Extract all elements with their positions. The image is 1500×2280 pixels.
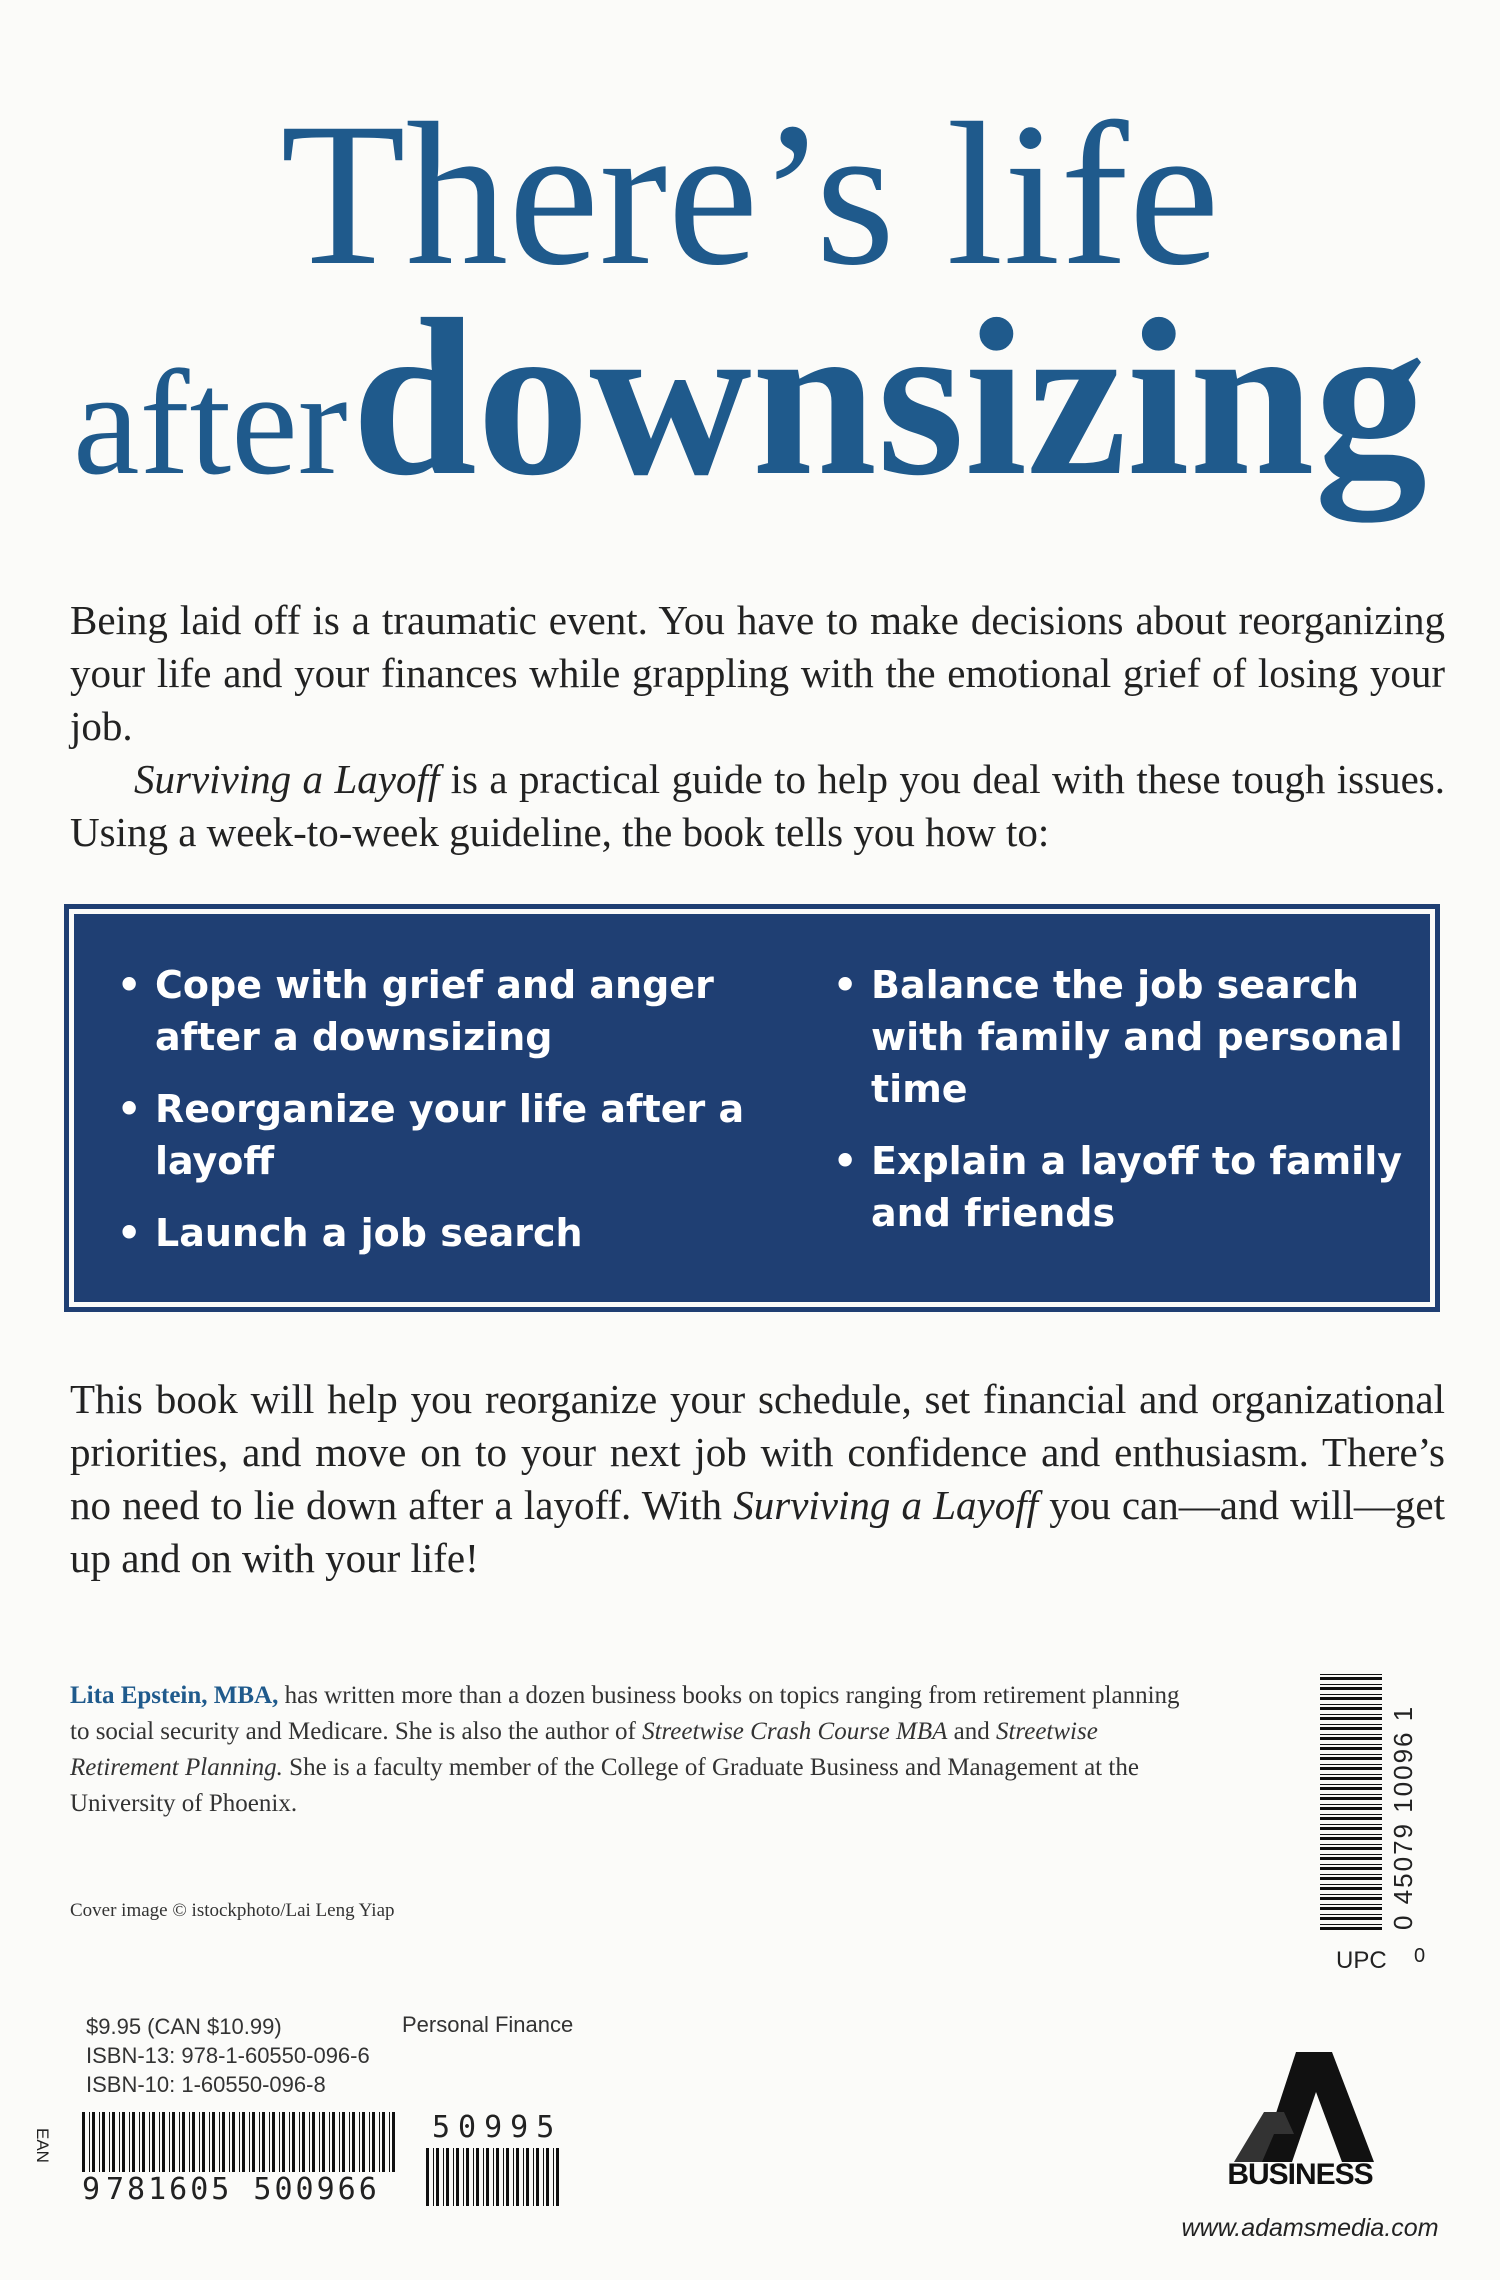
barcode-bar	[533, 2148, 534, 2206]
upc-label: UPC	[1336, 1947, 1387, 1974]
bullet-marker: •	[117, 963, 142, 1007]
barcode-bar	[119, 2112, 120, 2172]
barcode-bar	[1320, 1684, 1382, 1685]
upc-digits: 0 45079 10096 1	[1388, 1704, 1418, 1930]
barcode-bar	[1320, 1734, 1382, 1735]
barcode-bar	[1320, 1727, 1382, 1730]
bullet-marker: •	[833, 1139, 858, 1183]
barcode-bar	[309, 2112, 310, 2172]
barcode-bar	[556, 2148, 559, 2206]
barcode-bar	[503, 2148, 504, 2206]
barcode-bar	[1320, 1814, 1382, 1815]
upc-check-digit: 0	[1414, 1945, 1426, 1967]
barcode-bar	[379, 2112, 380, 2172]
barcode-bar	[249, 2112, 250, 2172]
barcode-bar	[242, 2112, 245, 2172]
author-bio	[70, 1678, 1180, 1822]
barcode-bar	[222, 2112, 225, 2172]
barcode-bar	[269, 2112, 270, 2172]
barcode-bar	[272, 2112, 275, 2172]
barcode-bar	[1320, 1807, 1382, 1810]
barcode-bar	[1320, 1884, 1382, 1885]
barcode-bar	[172, 2112, 175, 2172]
barcode-bar	[1320, 1834, 1382, 1835]
barcode-bar	[1320, 1714, 1382, 1715]
barcode-bar	[262, 2112, 265, 2172]
barcode-bar	[302, 2112, 305, 2172]
barcode-bar	[82, 2112, 85, 2172]
imprint-name: BUSINESS	[1227, 2158, 1373, 2191]
isbn-10: ISBN-10: 1-60550-096-8	[86, 2072, 326, 2097]
barcode-bar	[352, 2112, 355, 2172]
barcode-bar	[1320, 1744, 1382, 1745]
barcode-bar	[382, 2112, 385, 2172]
barcode-bar	[282, 2112, 285, 2172]
barcode-bar	[342, 2112, 345, 2172]
barcode-bar	[1320, 1824, 1382, 1825]
barcode-bar	[349, 2112, 350, 2172]
barcode-bar	[1320, 1747, 1382, 1750]
barcode-bar	[1320, 1717, 1382, 1720]
barcode-bar	[99, 2112, 100, 2172]
barcode-bar	[319, 2112, 320, 2172]
barcode-bar	[453, 2148, 454, 2206]
barcode-bar	[372, 2112, 375, 2172]
headline-line2	[0, 272, 1500, 522]
barcode-bar	[102, 2112, 105, 2172]
barcode-bar	[142, 2112, 145, 2172]
headline-after: after	[72, 340, 348, 506]
barcode-bar	[463, 2148, 464, 2206]
barcode-bar	[1320, 1764, 1382, 1765]
barcode-bar	[1320, 1707, 1382, 1710]
barcode-bar	[496, 2148, 499, 2206]
barcode-bar	[1320, 1797, 1382, 1800]
barcode-bar	[192, 2112, 195, 2172]
bullet-text: Reorganize your life after a layoff	[155, 1087, 745, 1183]
barcode-bar	[1320, 1894, 1382, 1895]
barcode-bar	[239, 2112, 240, 2172]
headline-line1: There’s life	[280, 81, 1220, 308]
bio-text: and	[947, 1718, 996, 1745]
bullet-marker: •	[117, 1087, 142, 1131]
intro-paragraph-2-rest: is a practical guide to help you deal with these tough issues. Using a week-to-week guideline, the book tells you how to:	[70, 756, 1445, 855]
bio-book-1: Streetwise Crash Course MBA	[642, 1718, 948, 1745]
barcode-bar	[456, 2148, 459, 2206]
category-label: Personal Finance	[402, 2012, 574, 2037]
barcode-bar	[1320, 1844, 1382, 1845]
barcode-bar	[312, 2112, 315, 2172]
bullet-column-right	[833, 959, 1433, 1259]
barcode-bar	[219, 2112, 220, 2172]
price-line: $9.95 (CAN $10.99)	[86, 2014, 282, 2039]
addon-digits: 50995	[432, 2110, 563, 2145]
barcode-bar	[1320, 1777, 1382, 1780]
barcode-bar	[1320, 1804, 1382, 1805]
bullet-text: Cope with grief and anger after a downsizing	[155, 963, 714, 1059]
barcode-bar	[339, 2112, 340, 2172]
barcode-bar	[476, 2148, 479, 2206]
bullet-marker: •	[117, 1211, 142, 1255]
barcode-bar	[536, 2148, 539, 2206]
barcode-bar	[546, 2148, 549, 2206]
barcode-bar	[292, 2112, 295, 2172]
barcode-bar	[392, 2112, 395, 2172]
barcode-bar	[252, 2112, 255, 2172]
barcode-bar	[189, 2112, 190, 2172]
barcode-bar	[473, 2148, 474, 2206]
barcode-bar	[259, 2112, 260, 2172]
barcode-bar	[483, 2148, 484, 2206]
bullet-item	[117, 959, 757, 1063]
barcode-bar	[513, 2148, 514, 2206]
barcode-bar	[299, 2112, 300, 2172]
barcode-bar	[1320, 1857, 1382, 1860]
publisher-website: www.adamsmedia.com	[1181, 2214, 1439, 2242]
barcode-bar	[322, 2112, 325, 2172]
barcode-bar	[199, 2112, 200, 2172]
barcode-bar	[543, 2148, 544, 2206]
barcode-bar	[149, 2112, 150, 2172]
barcode-bar	[232, 2112, 235, 2172]
barcode-bar	[122, 2112, 125, 2172]
barcode-bar	[1320, 1817, 1382, 1820]
barcode-bar	[1320, 1827, 1382, 1830]
bio-text: has written more than a dozen business books on topics ranging from retirement planning to social security and Medicare. She is also the author of	[70, 1682, 1180, 1745]
barcode-bar	[152, 2112, 155, 2172]
addon-barcode	[424, 2148, 564, 2208]
barcode-bar	[1320, 1904, 1382, 1905]
bullet-item	[117, 1207, 757, 1259]
book-title: Surviving a Layoff	[134, 756, 440, 802]
barcode-bar	[1320, 1837, 1382, 1840]
barcode-bar	[516, 2148, 519, 2206]
intro-paragraph-2	[70, 753, 1445, 859]
barcode-bar	[362, 2112, 365, 2172]
barcode-bar	[92, 2112, 95, 2172]
barcode-bar	[1320, 1767, 1382, 1770]
bullet-text: Launch a job search	[155, 1211, 583, 1255]
barcode-bar	[526, 2148, 529, 2206]
ean-label: EAN	[33, 2128, 52, 2163]
barcode-bar	[182, 2112, 185, 2172]
bullet-column-left	[117, 959, 757, 1279]
barcode-bar	[1320, 1754, 1382, 1755]
barcode-bar	[1320, 1794, 1382, 1795]
barcode-bar	[1320, 1874, 1382, 1875]
barcode-bar	[1320, 1897, 1382, 1900]
barcode-bar	[1320, 1674, 1382, 1675]
bio-book-2: Streetwise Retirement Planning.	[70, 1718, 1098, 1781]
barcode-bar	[1320, 1784, 1382, 1785]
isbn-13: ISBN-13: 978-1-60550-096-6	[86, 2043, 370, 2068]
barcode-bar	[1320, 1854, 1382, 1855]
barcode-bar	[1320, 1737, 1382, 1740]
barcode-bar	[89, 2112, 90, 2172]
barcode-bar	[436, 2148, 439, 2206]
barcode-bar	[109, 2112, 110, 2172]
barcode-bar	[1320, 1847, 1382, 1850]
barcode-bar	[132, 2112, 135, 2172]
barcode-bar	[1320, 1907, 1382, 1910]
cover-credit: Cover image © istockphoto/Lai Leng Yiap	[70, 1900, 395, 1921]
barcode-bar	[139, 2112, 140, 2172]
barcode-bar	[1320, 1774, 1382, 1775]
book-title: Surviving a Layoff	[733, 1482, 1039, 1528]
barcode-bar	[359, 2112, 360, 2172]
barcode-bar	[1320, 1704, 1382, 1705]
barcode-bar	[289, 2112, 290, 2172]
closing-paragraph	[70, 1373, 1445, 1585]
barcode-bar	[466, 2148, 469, 2206]
barcode-bar	[1320, 1864, 1382, 1865]
barcode-bar	[1320, 1757, 1382, 1760]
closing-text	[70, 1373, 1445, 1585]
bullet-item	[833, 1135, 1433, 1239]
upc-barcode	[1320, 1672, 1420, 1942]
adams-business-logo-icon	[1234, 2052, 1374, 2162]
barcode-bar	[1320, 1697, 1382, 1700]
barcode-bar	[332, 2112, 335, 2172]
barcode-bar	[202, 2112, 205, 2172]
barcode-bar	[1320, 1887, 1382, 1890]
barcode-bar	[553, 2148, 554, 2206]
barcode-bar	[433, 2148, 434, 2206]
bullet-box	[66, 906, 1438, 1310]
barcode-bar	[229, 2112, 230, 2172]
barcode-bar	[493, 2148, 494, 2206]
barcode-bar	[1320, 1787, 1382, 1790]
barcode-bar	[486, 2148, 489, 2206]
bullet-marker: •	[833, 963, 858, 1007]
barcode-bar	[179, 2112, 180, 2172]
author-name: Lita Epstein, MBA,	[70, 1682, 279, 1709]
closing-part1: This book will help you reorganize your schedule, set financial and organizational priorities, and move on to your next job with confidence and enthusiasm. There’s no need to lie down after a layoff. With	[70, 1376, 1445, 1528]
barcode-bar	[1320, 1927, 1382, 1930]
ean-digits: 781605 500966	[106, 2172, 380, 2207]
bio-text: She is a faculty member of the College of Graduate Business and Management at the University of Phoenix.	[70, 1754, 1139, 1817]
barcode-bar	[329, 2112, 330, 2172]
bullet-text: Balance the job search with family and personal time	[871, 963, 1403, 1111]
closing-part2: you can—and will—get up and on with your life!	[70, 1482, 1446, 1581]
barcode-bar	[1320, 1694, 1382, 1695]
barcode-bar	[1320, 1917, 1382, 1920]
barcode-bar	[212, 2112, 215, 2172]
barcode-bar	[369, 2112, 370, 2172]
barcode-bar	[129, 2112, 130, 2172]
barcode-bar	[1320, 1724, 1382, 1725]
barcode-bar	[169, 2112, 170, 2172]
barcode-bar	[1320, 1867, 1382, 1870]
barcode-bar	[162, 2112, 165, 2172]
barcode-bar	[209, 2112, 210, 2172]
headline-downsizing: downsizing	[351, 272, 1428, 522]
barcode-bar	[443, 2148, 444, 2206]
barcode-bar	[112, 2112, 115, 2172]
barcode-bar	[1320, 1877, 1382, 1880]
barcode-bar	[279, 2112, 280, 2172]
barcode-bar	[446, 2148, 449, 2206]
barcode-bar	[506, 2148, 509, 2206]
barcode-bar	[159, 2112, 160, 2172]
barcode-bar	[1320, 1677, 1382, 1680]
barcode-bar	[389, 2112, 390, 2172]
bullet-item	[117, 1083, 757, 1187]
barcode-bar	[1320, 1687, 1382, 1690]
bullet-text: Explain a layoff to family and friends	[871, 1139, 1402, 1235]
barcode-bar	[1320, 1924, 1382, 1925]
ean-first-digit: 9	[82, 2172, 101, 2207]
price-block	[86, 2012, 370, 2099]
barcode-bar	[426, 2148, 429, 2206]
bullet-item	[833, 959, 1433, 1115]
intro-text	[70, 594, 1445, 859]
barcode-bar	[1320, 1914, 1382, 1915]
barcode-bar	[523, 2148, 524, 2206]
intro-paragraph-1: Being laid off is a traumatic event. You have to make decisions about reorganizing your life and your finances while grappling with the emotional grief of losing your job.	[70, 597, 1445, 749]
